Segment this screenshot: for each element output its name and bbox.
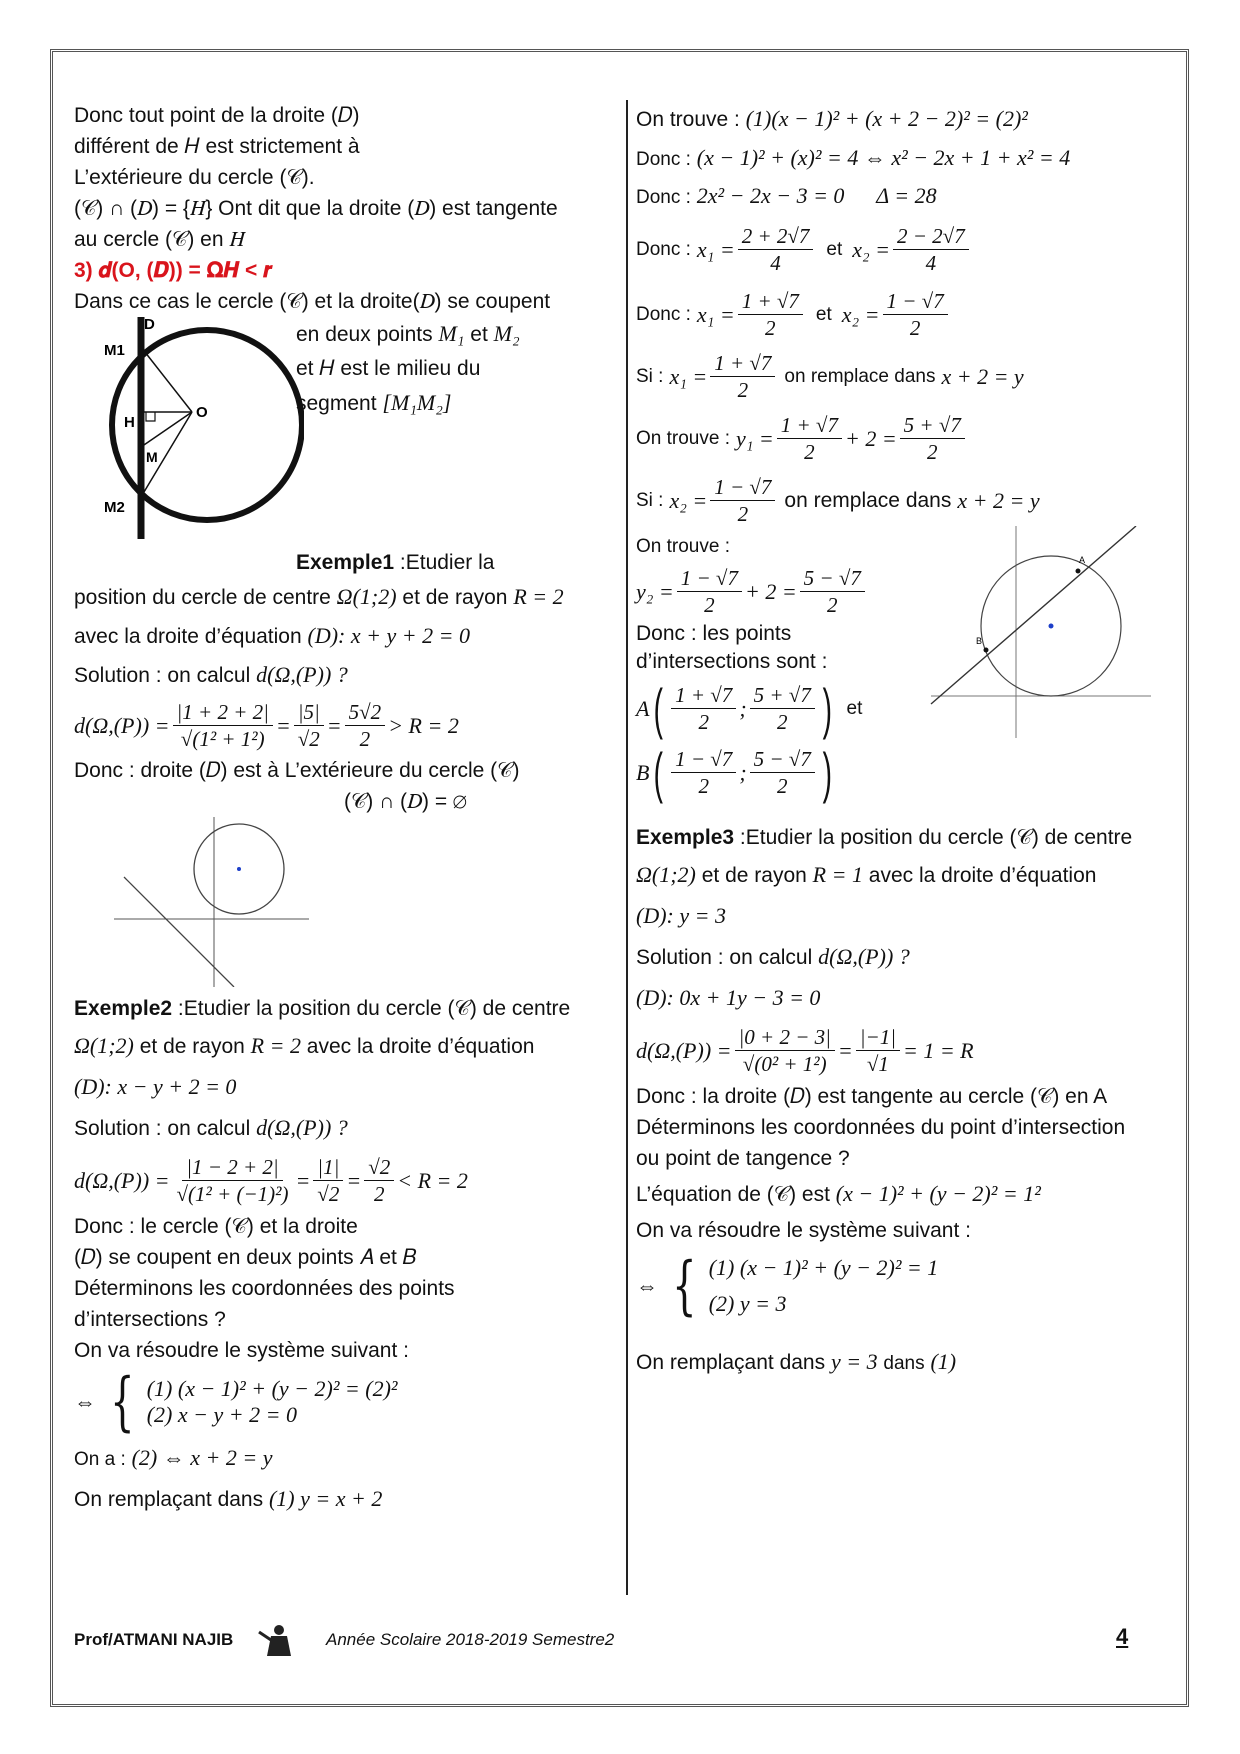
text: dans: [883, 1353, 925, 1374]
intersection-empty: (𝒞) ∩ (𝐷) = ∅: [344, 790, 467, 813]
text: On trouve :: [636, 427, 730, 449]
calc-lhs: d(Ω,(P)) =: [74, 1167, 170, 1193]
center-omega: Ω(1;2): [336, 584, 397, 609]
example3-header: [636, 821, 1176, 855]
equation: (x − 1)² + (x)² = 4 ⇔ x² − 2x + 1 + x² = 4: [696, 145, 1071, 170]
substitution-line: [636, 469, 1176, 531]
example2-title: Exemple2: [74, 997, 173, 1020]
text: Donc :: [636, 238, 691, 260]
text-line: [636, 1174, 1176, 1215]
equation: x + 2 = y: [941, 363, 1024, 389]
text-line: [636, 937, 1176, 978]
fraction: $\frac{5 + √7}{2}$: [750, 682, 815, 735]
fraction: $\frac{1 - √7}{2}$: [883, 288, 948, 341]
school-year: Année Scolaire 2018-2019 Semestre2: [326, 1630, 615, 1649]
roots-line: [636, 215, 1176, 283]
separator: ;: [739, 759, 747, 785]
var: x₂ =: [852, 236, 891, 262]
text-line: [636, 139, 1176, 179]
delta: Δ = 28: [876, 183, 937, 208]
label-h: H: [124, 414, 135, 431]
equivalence: ⇔: [74, 1389, 96, 1414]
text: Donc :: [636, 187, 691, 208]
distance-calc: d(Ω,(P)) = $\frac{|1 - 2 + 2|}{\text{√(1² + (−1)²)}}$ = $\frac{|1|}{√2}$ = $\frac{√2}{2}$ < R = 2: [74, 1154, 468, 1206]
line-equation: [636, 896, 1176, 937]
line-equation: [636, 978, 1176, 1019]
label-d: D: [144, 317, 155, 333]
fraction: $\frac{5√2}{2}$: [345, 699, 386, 752]
segment-m1-o: [141, 347, 192, 412]
label-m1: M1: [104, 342, 125, 359]
text: avec la droite d’équation: [868, 864, 1097, 887]
system-eq-1: (1) (x − 1)² + (y − 2)² = 1: [708, 1255, 939, 1280]
text: On a :: [74, 1449, 126, 1470]
fraction: $\frac{2 + 2√7}{4}$: [738, 223, 814, 276]
example1-title: Exemple1: [296, 551, 395, 574]
column-divider: [626, 100, 628, 1595]
fraction: $\frac{1 + √7}{2}$: [777, 412, 842, 465]
case-3-heading: 3) 𝒅(O, (𝑫)) = 𝛀𝑯 < 𝒓: [74, 259, 273, 282]
radius: R = 1: [812, 862, 863, 887]
system-block: [74, 1366, 620, 1438]
text: On trouve :: [636, 108, 740, 131]
calc-rhs: > R = 2: [388, 712, 459, 738]
text-line: [74, 1438, 620, 1480]
fraction: $\frac{5 + √7}{2}$: [900, 412, 965, 465]
fraction: $\frac{5 - √7}{2}$: [800, 565, 865, 618]
system-lines: [709, 1250, 939, 1322]
calc-rhs: < R = 2: [397, 1167, 468, 1193]
text-line: [636, 179, 1176, 215]
teacher-figure-icon: [257, 1622, 297, 1658]
fraction: $\frac{2 - 2√7}{4}$: [893, 223, 969, 276]
point-a: A ( $\frac{1 + √7}{2}$ ; $\frac{5 + √7}{2}$ ) et: [636, 676, 863, 740]
brace: {: [672, 1249, 697, 1323]
point-name: B: [636, 759, 650, 785]
right-angle-mark: [146, 412, 155, 421]
left-column: [74, 100, 620, 1519]
point-m1: M₁: [438, 321, 465, 346]
fraction: $\frac{|5|}{√2}$: [294, 699, 324, 752]
equivalence: ⇔: [636, 1273, 658, 1298]
text: On remplaçant dans: [74, 1488, 264, 1511]
equation: (D): x − y + 2 = 0: [74, 1074, 237, 1099]
text-line: On va résoudre le système suivant :: [74, 1339, 409, 1362]
text-line: Donc : les points: [636, 622, 792, 645]
line-equation: [74, 1067, 620, 1108]
text-line: [636, 855, 1176, 896]
text-line: [74, 1026, 620, 1067]
center-omega: Ω(1;2): [74, 1033, 134, 1058]
text-line: Donc : la droite (𝐷) est tangente au cercle (𝒞) en A: [636, 1085, 1108, 1108]
var: x₁ =: [696, 236, 735, 262]
label-o: O: [196, 404, 208, 421]
text: on remplace dans: [784, 488, 952, 512]
equation: (1) y = x + 2: [268, 1486, 383, 1511]
point-m2: M₂: [493, 321, 520, 346]
text: et: [846, 697, 863, 719]
text: Si :: [636, 365, 664, 387]
point-name: A: [636, 695, 650, 721]
system-block: [636, 1246, 1176, 1326]
text-line: [636, 100, 1176, 139]
text-line: Dans ce cas le cercle (𝒞) et la droite(𝐷) se coupent: [74, 290, 551, 313]
text-line: On va résoudre le système suivant :: [636, 1219, 971, 1242]
text-line: [74, 1480, 620, 1519]
text-line: au cercle (𝒞) en 𝐻: [74, 228, 245, 251]
intersection-b: [984, 648, 989, 653]
equation: 2x² − 2x − 3 = 0: [696, 183, 845, 208]
example1-graph: [114, 817, 314, 987]
caption-text: et 𝐻 est le milieu du: [296, 357, 481, 380]
brace: {: [110, 1365, 135, 1439]
equation: (D): y = 3: [636, 903, 726, 928]
caption-text: en deux points: [296, 323, 433, 346]
label-a: A: [1079, 555, 1086, 565]
caption-et: et: [470, 323, 488, 346]
text-line: d’intersections sont :: [636, 650, 828, 673]
center-point: [1049, 624, 1054, 629]
equation: y = 3: [830, 1349, 878, 1374]
var: x₂ =: [841, 301, 880, 327]
text-line: Donc : le cercle (𝒞) et la droite: [74, 1215, 358, 1238]
calc-rhs: = 1 = R: [902, 1037, 974, 1063]
text-line: [74, 617, 620, 656]
text-line: [74, 1108, 620, 1149]
text-line: d’intersections ?: [74, 1308, 226, 1331]
text-line: différent de 𝐻 est strictement à: [74, 135, 360, 158]
var: y₁ =: [736, 425, 774, 451]
label-m2: M2: [104, 499, 125, 516]
fraction: $\frac{1 + √7}{2}$: [738, 288, 803, 341]
text-line: [636, 1342, 1176, 1384]
secant-circle-figure: [84, 317, 304, 542]
page-number: 4: [1116, 1624, 1129, 1649]
equation: (1)(x − 1)² + (x + 2 − 2)² = (2)²: [745, 106, 1028, 131]
fraction: $\frac{√2}{2}$: [364, 1154, 394, 1207]
example2-text: :Etudier la position du cercle (𝒞) de centre: [172, 997, 571, 1020]
equation: (D): 0x + 1y − 3 = 0: [636, 985, 821, 1010]
text: et de rayon: [402, 586, 508, 609]
text: Si :: [636, 489, 664, 511]
intersection-block: [636, 531, 1176, 821]
caption-text: segment: [296, 392, 377, 415]
distance-expr: d(Ω,(P)) ?: [256, 1115, 348, 1140]
text-line: Donc : droite (𝐷) est à L’extérieure du cercle (𝒞): [74, 759, 520, 782]
result-line: [636, 562, 868, 620]
example1-text: :Etudier la: [394, 551, 495, 574]
fraction: $\frac{|-1|}{√1}$: [856, 1024, 900, 1077]
label-m: M: [146, 449, 158, 465]
equation: (1): [930, 1349, 957, 1374]
text: et: [826, 238, 843, 260]
system-lines: [147, 1376, 398, 1428]
distance-calc: d(Ω,(P)) = $\frac{|0 + 2 - 3|}{\text{√(0² + 1²)}}$ = $\frac{|-1|}{√1}$ = 1 = R: [636, 1024, 974, 1076]
operator: + 2 =: [744, 578, 797, 604]
line-shape: [931, 526, 1136, 704]
var: y₂ =: [636, 578, 674, 604]
text: Donc :: [636, 303, 691, 325]
segment-m-o: [141, 412, 192, 447]
var: x₁ =: [669, 363, 708, 389]
equation: (x − 1)² + (y − 2)² = 1²: [835, 1181, 1041, 1206]
system-eq-1: (1) (x − 1)² + (y − 2)² = (2)²: [146, 1376, 398, 1401]
point-b: B ( $\frac{1 - √7}{2}$ ; $\frac{5 - √7}{2}$ ): [636, 740, 832, 804]
equation: x + 2 = y: [957, 487, 1040, 513]
intersection-a: [1076, 569, 1081, 574]
text: et: [815, 303, 832, 325]
distance-expr: d(Ω,(P)) ?: [818, 944, 910, 969]
text: On remplaçant dans: [636, 1351, 826, 1374]
calc-lhs: d(Ω,(P)) =: [636, 1037, 732, 1063]
text: position du cercle de centre: [74, 586, 331, 609]
text: L’équation de (𝒞) est: [636, 1183, 830, 1206]
distance-expr: d(Ω,(P)) ?: [256, 662, 348, 687]
secant-figure-block: [74, 317, 620, 547]
text-line: Déterminons les coordonnées du point d’intersection: [636, 1116, 1126, 1139]
fraction: $\frac{1 + √7}{2}$: [671, 682, 736, 735]
label-b: B: [976, 636, 983, 646]
text: Solution : on calcul: [636, 946, 813, 969]
line-shape: [124, 877, 234, 987]
example2-header: [74, 992, 620, 1026]
text-line: (𝐷) se coupent en deux points 𝐴 et 𝐵: [74, 1246, 417, 1269]
fraction: $\frac{1 + √7}{2}$: [710, 350, 775, 403]
example3-title: Exemple3: [636, 826, 735, 849]
intersection-text: [636, 531, 868, 804]
text-line: L’extérieure du cercle (𝒞).: [74, 166, 315, 189]
figure-caption: [296, 317, 520, 421]
text: on remplace dans: [784, 365, 936, 387]
text-line: ou point de tangence ?: [636, 1147, 850, 1170]
text: avec la droite d’équation: [74, 625, 302, 648]
text: Solution : on calcul: [74, 1117, 251, 1140]
text-line: Donc tout point de la droite (𝐷): [74, 104, 360, 127]
fraction: $\frac{1 - √7}{2}$: [677, 565, 742, 618]
calc-lhs: d(Ω,(P)) =: [74, 712, 170, 738]
fraction: $\frac{5 - √7}{2}$: [750, 746, 815, 799]
page-footer: [74, 1622, 1144, 1662]
system-eq-2: (2) y = 3: [708, 1291, 787, 1316]
fraction: $\frac{|0 + 2 - 3|}{\text{√(0² + 1²)}}$: [735, 1024, 835, 1077]
fraction: $\frac{1 - √7}{2}$: [671, 746, 736, 799]
fraction: $\frac{|1 - 2 + 2|}{\text{√(1² + (−1)²)}}$: [176, 1154, 289, 1206]
right-column: [636, 100, 1176, 1384]
fraction: $\frac{|1 + 2 + 2|}{\text{√(1² + 1²)}}$: [173, 699, 273, 752]
roots-line: [636, 283, 1176, 345]
radius: R = 2: [513, 584, 564, 609]
substitution-line: [636, 345, 1176, 407]
segment-m1m2: [M₁M₂]: [382, 390, 452, 415]
separator: ;: [739, 695, 747, 721]
example1-header: [74, 547, 620, 578]
var: x₁ =: [696, 301, 735, 327]
operator: + 2 =: [844, 425, 897, 451]
text-line: Déterminons les coordonnées des points: [74, 1277, 455, 1300]
text-line: [74, 656, 620, 695]
example2-graph: [926, 526, 1156, 741]
text: Donc :: [636, 149, 691, 170]
text: et de rayon: [701, 864, 807, 887]
text: Solution : on calcul: [74, 664, 251, 687]
radius: R = 2: [250, 1033, 301, 1058]
line-equation: (D): x + y + 2 = 0: [307, 623, 470, 648]
var: x₂ =: [669, 487, 708, 513]
text-line: (𝒞) ∩ (𝐷) = {𝐻} Ont dit que la droite (𝐷) est tangente: [74, 197, 558, 220]
text: avec la droite d’équation: [306, 1035, 535, 1058]
equation: (2) ⇔ x + 2 = y: [131, 1445, 273, 1470]
center-omega: Ω(1;2): [636, 862, 696, 887]
example3-text: :Etudier la position du cercle (𝒞) de centre: [734, 826, 1133, 849]
fraction: $\frac{1 - √7}{2}$: [710, 474, 775, 527]
text: et de rayon: [139, 1035, 245, 1058]
result-line: [636, 407, 1176, 469]
distance-calc: d(Ω,(P)) = $\frac{|1 + 2 + 2|}{\text{√(1² + 1²)}}$ = $\frac{|5|}{√2}$ = $\frac{5√2}{2}$ > R = 2: [74, 699, 459, 751]
author: Prof/ATMANI NAJIB: [74, 1630, 234, 1649]
text-line: On trouve :: [636, 536, 730, 557]
center-point: [237, 867, 241, 871]
system-eq-2: (2) x − y + 2 = 0: [146, 1402, 297, 1427]
text-line: [74, 578, 620, 617]
fraction: $\frac{|1|}{√2}$: [313, 1154, 343, 1207]
